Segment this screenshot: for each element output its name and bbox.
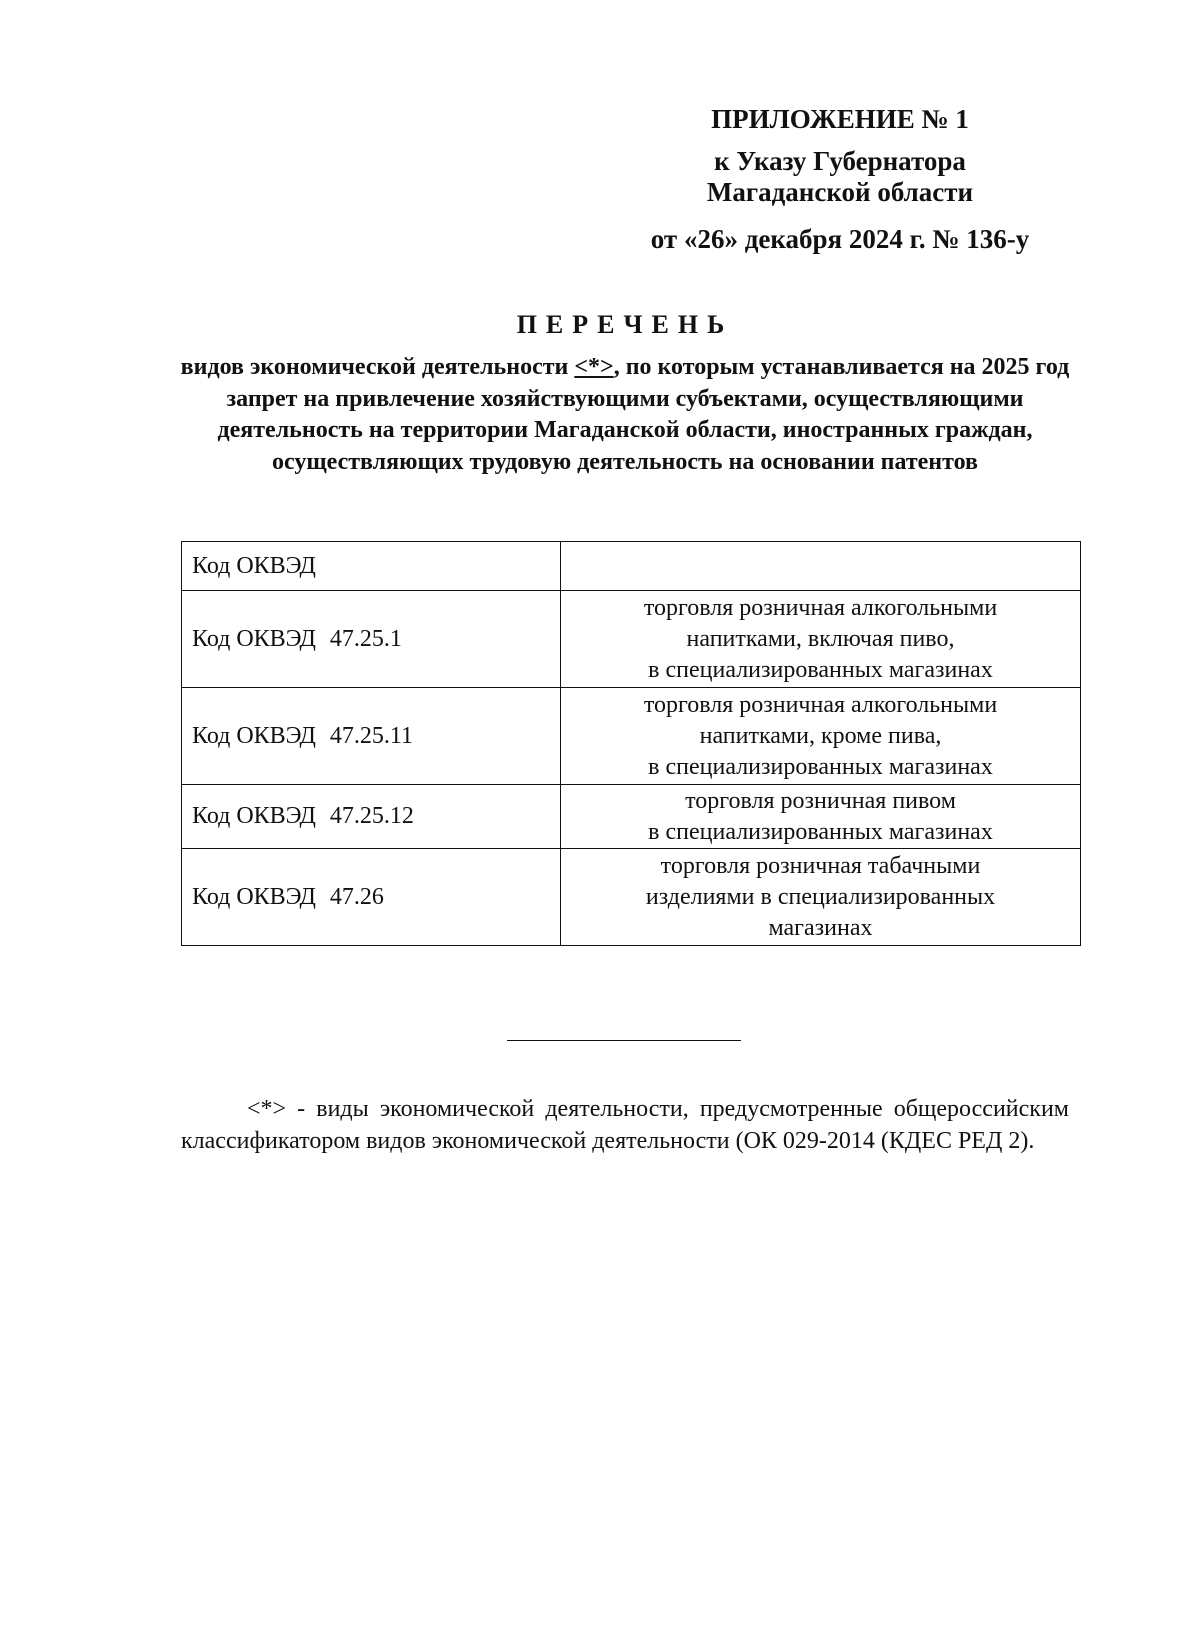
code-cell (182, 849, 561, 946)
okved-code: 47.25.1 (329, 625, 402, 652)
appendix-decree-line-2: Магаданской области (706, 177, 974, 207)
subtitle-text-end: , по которым устанавливается на 2025 год запрет на привлечение хозяйствующими субъектами, осуществляющими деятельность на территории Магаданской области, иностранных граждан, осуществляющих трудовую деятельность на основании патентов (217, 354, 1070, 475)
code-label: Код ОКВЭД (192, 722, 316, 749)
appendix-title: ПРИЛОЖЕНИЕ № 1 (711, 104, 969, 134)
table-header-row (182, 542, 1081, 591)
footnote: <*> - виды экономической деятельности, предусмотренные общероссийским классификатором видов экономической деятельности (ОК 029-2014 (КДЕС РЕД 2). (181, 1096, 1069, 1154)
appendix-decree-line-1: к Указу Губернатора (714, 146, 966, 176)
description-line: торговля розничная пивом (685, 787, 956, 814)
description-line: торговля розничная алкогольными (643, 691, 998, 718)
document-title: ПЕРЕЧЕНЬ (516, 310, 734, 339)
code-cell (182, 785, 561, 849)
footnote-reference: <*> (574, 354, 614, 380)
appendix-header (620, 104, 1060, 255)
table-row (182, 591, 1081, 688)
okved-table (181, 541, 1081, 946)
description-line: в специализированных магазинах (648, 656, 993, 683)
footnote-separator (507, 1040, 741, 1041)
table-row (182, 785, 1081, 849)
subtitle-text-start: видов экономической деятельности (180, 354, 575, 380)
description-line: в специализированных магазинах (648, 818, 993, 845)
description-line: напитками, включая пиво, (686, 625, 955, 652)
table-row (182, 849, 1081, 946)
okved-code: 47.26 (329, 883, 384, 910)
description-line: изделиями в специализированных (645, 883, 996, 910)
description-line: в специализированных магазинах (648, 753, 993, 780)
description-line: торговля розничная алкогольными (643, 594, 998, 621)
header-code-cell (182, 542, 561, 591)
appendix-date-number: от «26» декабря 2024 г. № 136-у (650, 224, 1030, 254)
code-label: Код ОКВЭД (192, 625, 316, 652)
okved-code: 47.25.12 (329, 803, 414, 829)
header-code-label: Код ОКВЭД (192, 552, 316, 579)
okved-code: 47.25.11 (329, 722, 413, 749)
description-cell (561, 785, 1081, 849)
code-label: Код ОКВЭД (192, 803, 316, 829)
description-cell (561, 591, 1081, 688)
code-cell (182, 688, 561, 785)
description-line: магазинах (768, 914, 873, 941)
code-cell (182, 591, 561, 688)
description-line: напитками, кроме пива, (699, 722, 942, 749)
description-cell (561, 688, 1081, 785)
table-row (182, 688, 1081, 785)
header-description-cell (561, 542, 1081, 591)
document-subtitle (160, 352, 1090, 478)
code-label: Код ОКВЭД (192, 883, 316, 910)
description-cell (561, 849, 1081, 946)
description-line: торговля розничная табачными (660, 852, 981, 879)
